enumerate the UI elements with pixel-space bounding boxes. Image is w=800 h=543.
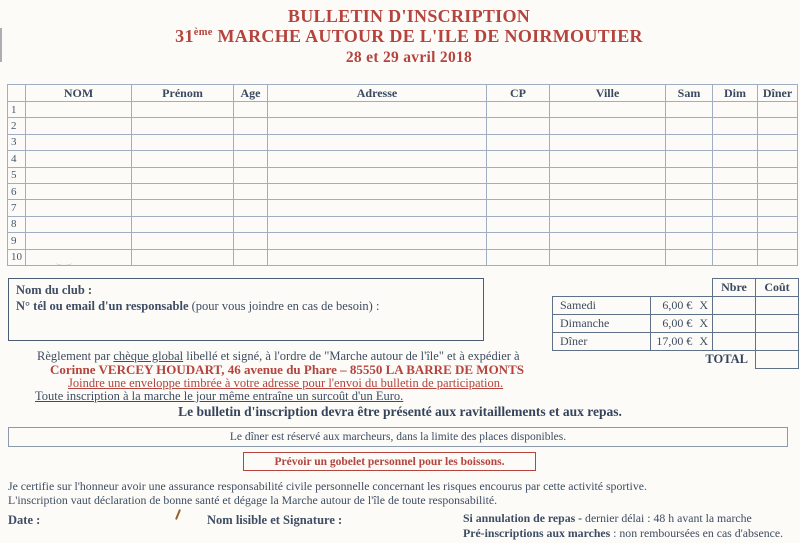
empty-cell — [713, 102, 758, 118]
empty-cell — [758, 134, 798, 150]
empty-cell — [234, 183, 268, 199]
empty-cell — [550, 151, 666, 167]
date-label: Date : — [8, 513, 41, 527]
participants-table-body — [8, 102, 798, 266]
empty-cell — [268, 134, 487, 150]
empty-cell — [758, 200, 798, 216]
empty-cell — [132, 167, 234, 183]
empty-cell — [487, 216, 550, 232]
fees-col-cout: Coût — [756, 279, 799, 297]
table-row — [8, 151, 798, 167]
empty-cell — [268, 233, 487, 249]
empty-cell — [132, 233, 234, 249]
fee-nbre-cell — [713, 315, 756, 333]
empty-cell — [487, 102, 550, 118]
empty-cell — [550, 118, 666, 134]
col-header-prenom: Prénom — [132, 85, 234, 102]
row-number: 6 — [8, 183, 26, 199]
fee-cout-cell — [756, 297, 799, 315]
event-title — [0, 26, 800, 47]
fee-nbre-cell — [713, 297, 756, 315]
table-row — [8, 233, 798, 249]
empty-cell — [234, 200, 268, 216]
empty-cell — [713, 134, 758, 150]
empty-cell — [666, 249, 713, 265]
row-number: 3 — [8, 134, 26, 150]
row-number: 5 — [8, 167, 26, 183]
responsible-contact-label: N° tél ou email d'un responsable (pour vous joindre en cas de besoin) : — [16, 299, 380, 313]
empty-cell — [758, 102, 798, 118]
empty-cell — [26, 200, 132, 216]
empty-cell — [268, 183, 487, 199]
scribble-artifact — [56, 259, 72, 266]
row-number: 4 — [8, 151, 26, 167]
empty-cell — [758, 151, 798, 167]
event-name: MARCHE AUTOUR DE L'ILE DE NOIRMOUTIER — [212, 26, 643, 46]
fee-label: Samedi — [553, 297, 651, 315]
empty-cell — [550, 102, 666, 118]
empty-cell — [26, 151, 132, 167]
fees-header-row — [553, 279, 799, 297]
fees-total-spacer — [553, 351, 651, 369]
empty-cell — [666, 102, 713, 118]
empty-cell — [487, 167, 550, 183]
col-header-nom: NOM — [26, 85, 132, 102]
col-header-cp: CP — [487, 85, 550, 102]
presentation-notice: Le bulletin d'inscription devra être présenté aux ravitaillements et aux repas. — [178, 404, 622, 419]
fees-total-label: TOTAL — [705, 352, 748, 367]
fees-row-diner — [553, 333, 799, 351]
fees-row-dimanche — [553, 315, 799, 333]
fees-total-cell — [756, 351, 799, 369]
table-row — [8, 183, 798, 199]
empty-cell — [268, 118, 487, 134]
empty-cell — [487, 151, 550, 167]
empty-cell — [268, 249, 487, 265]
empty-cell — [268, 102, 487, 118]
empty-cell — [713, 233, 758, 249]
row-number: 7 — [8, 200, 26, 216]
dinner-reservation-notice: Le dîner est réservé aux marcheurs, dans la limite des places disponibles. — [8, 427, 788, 447]
empty-cell — [550, 167, 666, 183]
meal-cancellation-note: Si annulation de repas - dernier délai : 48 h avant la marche — [463, 511, 752, 525]
table-header-row — [8, 85, 798, 102]
empty-cell — [487, 249, 550, 265]
fees-row-samedi — [553, 297, 799, 315]
table-row — [8, 249, 798, 265]
empty-cell — [268, 200, 487, 216]
ordinal-suffix: ème — [193, 27, 213, 38]
empty-cell — [550, 134, 666, 150]
envelope-instruction: Joindre une enveloppe timbrée à votre adresse pour l'envoi du bulletin de participation. — [68, 376, 504, 390]
payment-instruction-line1: Règlement par chèque global libellé et signé, à l'ordre de "Marche autour de l'île" et à expédier à — [37, 349, 520, 363]
empty-cell — [550, 249, 666, 265]
empty-cell — [666, 216, 713, 232]
empty-cell — [713, 200, 758, 216]
empty-cell — [268, 167, 487, 183]
empty-cell — [758, 249, 798, 265]
fee-nbre-cell — [713, 333, 756, 351]
participants-table — [7, 84, 798, 266]
row-number: 1 — [8, 102, 26, 118]
empty-cell — [487, 134, 550, 150]
empty-cell — [758, 167, 798, 183]
empty-cell — [666, 151, 713, 167]
scan-edge-artifact — [0, 28, 2, 62]
row-number: 8 — [8, 216, 26, 232]
empty-cell — [26, 167, 132, 183]
empty-cell — [234, 151, 268, 167]
fee-cout-cell — [756, 333, 799, 351]
table-row — [8, 134, 798, 150]
empty-cell — [234, 167, 268, 183]
fee-label: Dimanche — [553, 315, 651, 333]
event-dates: 28 et 29 avril 2018 — [345, 49, 473, 66]
table-row — [8, 167, 798, 183]
empty-cell — [550, 216, 666, 232]
col-header-dim: Dim — [713, 85, 758, 102]
empty-cell — [487, 200, 550, 216]
empty-cell — [713, 183, 758, 199]
empty-cell — [666, 233, 713, 249]
empty-cell — [713, 249, 758, 265]
signature-label: Nom lisible et Signature : — [207, 513, 343, 527]
empty-cell — [666, 118, 713, 134]
empty-cell — [550, 200, 666, 216]
row-number: 9 — [8, 233, 26, 249]
preregistration-note: Pré-inscriptions aux marches : non remboursées en cas d'absence. — [463, 526, 784, 540]
empty-cell — [26, 118, 132, 134]
empty-cell — [26, 102, 132, 118]
empty-cell — [234, 134, 268, 150]
col-header-sam: Sam — [666, 85, 713, 102]
health-declaration: L'inscription vaut déclaration de bonne santé et dégage la Marche autour de l'île de toute responsabilité. — [8, 493, 498, 507]
event-edition-number: 31 — [175, 26, 194, 46]
col-header-diner: Dîner — [758, 85, 798, 102]
empty-cell — [132, 102, 234, 118]
empty-cell — [132, 216, 234, 232]
empty-cell — [234, 249, 268, 265]
empty-cell — [758, 216, 798, 232]
empty-cell — [487, 118, 550, 134]
fees-col-nbre: Nbre — [713, 279, 756, 297]
empty-cell — [666, 134, 713, 150]
personal-cup-notice: Prévoir un gobelet personnel pour les boissons. — [243, 452, 536, 471]
col-header-num — [8, 85, 26, 102]
empty-cell — [758, 183, 798, 199]
empty-cell — [132, 183, 234, 199]
pen-mark-artifact — [175, 509, 181, 520]
same-day-surcharge-note: Toute inscription à la marche le jour même entraîne un surcoût d'un Euro. — [35, 389, 404, 403]
fee-price: 17,00 € X — [651, 333, 713, 351]
empty-cell — [234, 233, 268, 249]
empty-cell — [234, 102, 268, 118]
empty-cell — [132, 151, 234, 167]
empty-cell — [26, 233, 132, 249]
empty-cell — [666, 167, 713, 183]
empty-cell — [758, 118, 798, 134]
row-number: 10 — [8, 249, 26, 265]
row-number: 2 — [8, 118, 26, 134]
table-row — [8, 118, 798, 134]
empty-cell — [666, 200, 713, 216]
fees-total-row — [553, 351, 799, 369]
empty-cell — [26, 249, 132, 265]
empty-cell — [550, 183, 666, 199]
fees-header-spacer — [553, 279, 713, 297]
club-name-label: Nom du club : — [16, 283, 93, 297]
table-row — [8, 216, 798, 232]
empty-cell — [132, 200, 234, 216]
col-header-age: Age — [234, 85, 268, 102]
empty-cell — [132, 118, 234, 134]
fee-label: Dîner — [553, 333, 651, 351]
table-row — [8, 102, 798, 118]
empty-cell — [268, 151, 487, 167]
empty-cell — [132, 249, 234, 265]
empty-cell — [550, 233, 666, 249]
club-info-box — [8, 278, 484, 341]
form-title: BULLETIN D'INSCRIPTION — [287, 6, 531, 26]
fees-table — [552, 278, 799, 369]
empty-cell — [26, 183, 132, 199]
fee-price: 6,00 € X — [651, 315, 713, 333]
empty-cell — [26, 216, 132, 232]
empty-cell — [132, 134, 234, 150]
empty-cell — [713, 216, 758, 232]
empty-cell — [487, 183, 550, 199]
col-header-ville: Ville — [550, 85, 666, 102]
empty-cell — [758, 233, 798, 249]
table-row — [8, 200, 798, 216]
payment-address: Corinne VERCEY HOUDART, 46 avenue du Phare – 85550 LA BARRE DE MONTS — [50, 362, 524, 377]
empty-cell — [666, 183, 713, 199]
fee-price: 6,00 € X — [651, 297, 713, 315]
fee-cout-cell — [756, 315, 799, 333]
col-header-adresse: Adresse — [268, 85, 487, 102]
empty-cell — [487, 233, 550, 249]
empty-cell — [713, 151, 758, 167]
empty-cell — [713, 167, 758, 183]
empty-cell — [26, 134, 132, 150]
insurance-certification: Je certifie sur l'honneur avoir une assurance responsabilité civile personnelle concernant les risques encourus par cette activité sportive. — [8, 479, 647, 493]
empty-cell — [234, 118, 268, 134]
empty-cell — [713, 118, 758, 134]
empty-cell — [268, 216, 487, 232]
empty-cell — [234, 216, 268, 232]
